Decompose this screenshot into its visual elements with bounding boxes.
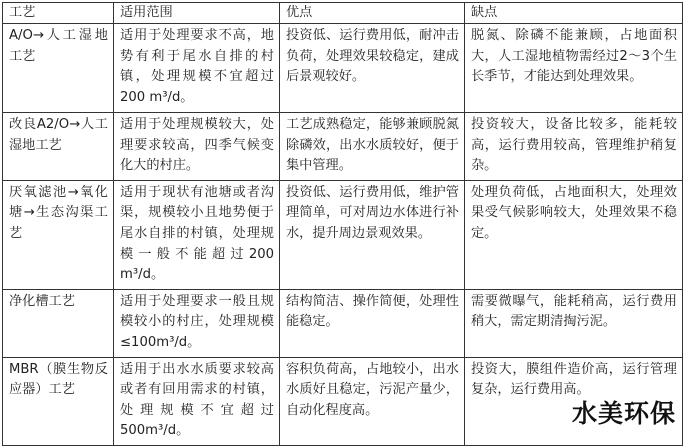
- cell-scope: 适用于处理要求一般且规模较小的村庄，处理规模≤100m³/d。: [114, 289, 280, 357]
- cell-process: 净化槽工艺: [3, 289, 114, 357]
- cell-scope: 适用于出水水质要求较高或者有回用需求的村镇，处理规模不宜超过500m³/d。: [114, 357, 280, 445]
- cell-scope: 适用于现状有池塘或者沟渠，规模较小且地势便于尾水自排的村镇，处理规模一般不能超过200 m³/d。: [114, 180, 280, 289]
- table-row: [3, 180, 683, 289]
- table-row: [3, 113, 683, 181]
- cell-pros: 容积负荷高，占地较小，出水水质好且稳定，污泥产量少，自动化程度高。: [280, 357, 465, 445]
- cell-pros: 投资低、运行费用低，维护管理简单，可对周边水体进行补水，提升周边景观效果。: [280, 180, 465, 289]
- cell-cons: 处理负荷低，占地面积大，处理效果受气候影响较大，处理效果不稳定。: [465, 180, 683, 289]
- cell-scope: 适用于处理要求不高，地势有利于尾水自排的村镇，处理规模不宜超过200 m³/d。: [114, 24, 280, 113]
- cell-process: A/O→人工湿地工艺: [3, 24, 114, 113]
- header-process: 工艺: [3, 3, 114, 24]
- cell-pros: 投资低、运行费用低，耐冲击负荷，处理效果较稳定，建成后景观较好。: [280, 24, 465, 113]
- cell-process: 厌氧滤池→氧化塘→生态沟渠工艺: [3, 180, 114, 289]
- table-row: [3, 289, 683, 357]
- cell-scope: 适用于处理规模较大，处理要求较高，四季气候变化大的村庄。: [114, 113, 280, 181]
- cell-process: 改良A2/O→人工湿地工艺: [3, 113, 114, 181]
- table-header-row: [3, 3, 683, 24]
- process-comparison-table: [2, 2, 683, 446]
- cell-pros: 结构简洁、操作简便，处理性能稳定。: [280, 289, 465, 357]
- cell-cons: 脱氮、除磷不能兼顾，占地面积大，人工湿地植物需经过2～3个生长季节，才能达到处理效果。: [465, 24, 683, 113]
- table-row: [3, 24, 683, 113]
- header-scope: 适用范围: [114, 3, 280, 24]
- cell-cons: 投资较大，设备比较多，能耗较高，运行费用较高，管理维护稍复杂。: [465, 113, 683, 181]
- header-pros: 优点: [280, 3, 465, 24]
- cell-process: MBR（膜生物反应器）工艺: [3, 357, 114, 445]
- cell-cons: 投资大，膜组件造价高，运行管理复杂，运行费用高。: [465, 357, 683, 445]
- watermark-text: 水美环保: [571, 399, 676, 428]
- cell-cons: 需要微曝气，能耗稍高，运行费用稍大，需定期清掏污泥。: [465, 289, 683, 357]
- header-cons: 缺点: [465, 3, 683, 24]
- cell-pros: 工艺成熟稳定，能够兼顾脱氮除磷效，出水水质较好，便于集中管理。: [280, 113, 465, 181]
